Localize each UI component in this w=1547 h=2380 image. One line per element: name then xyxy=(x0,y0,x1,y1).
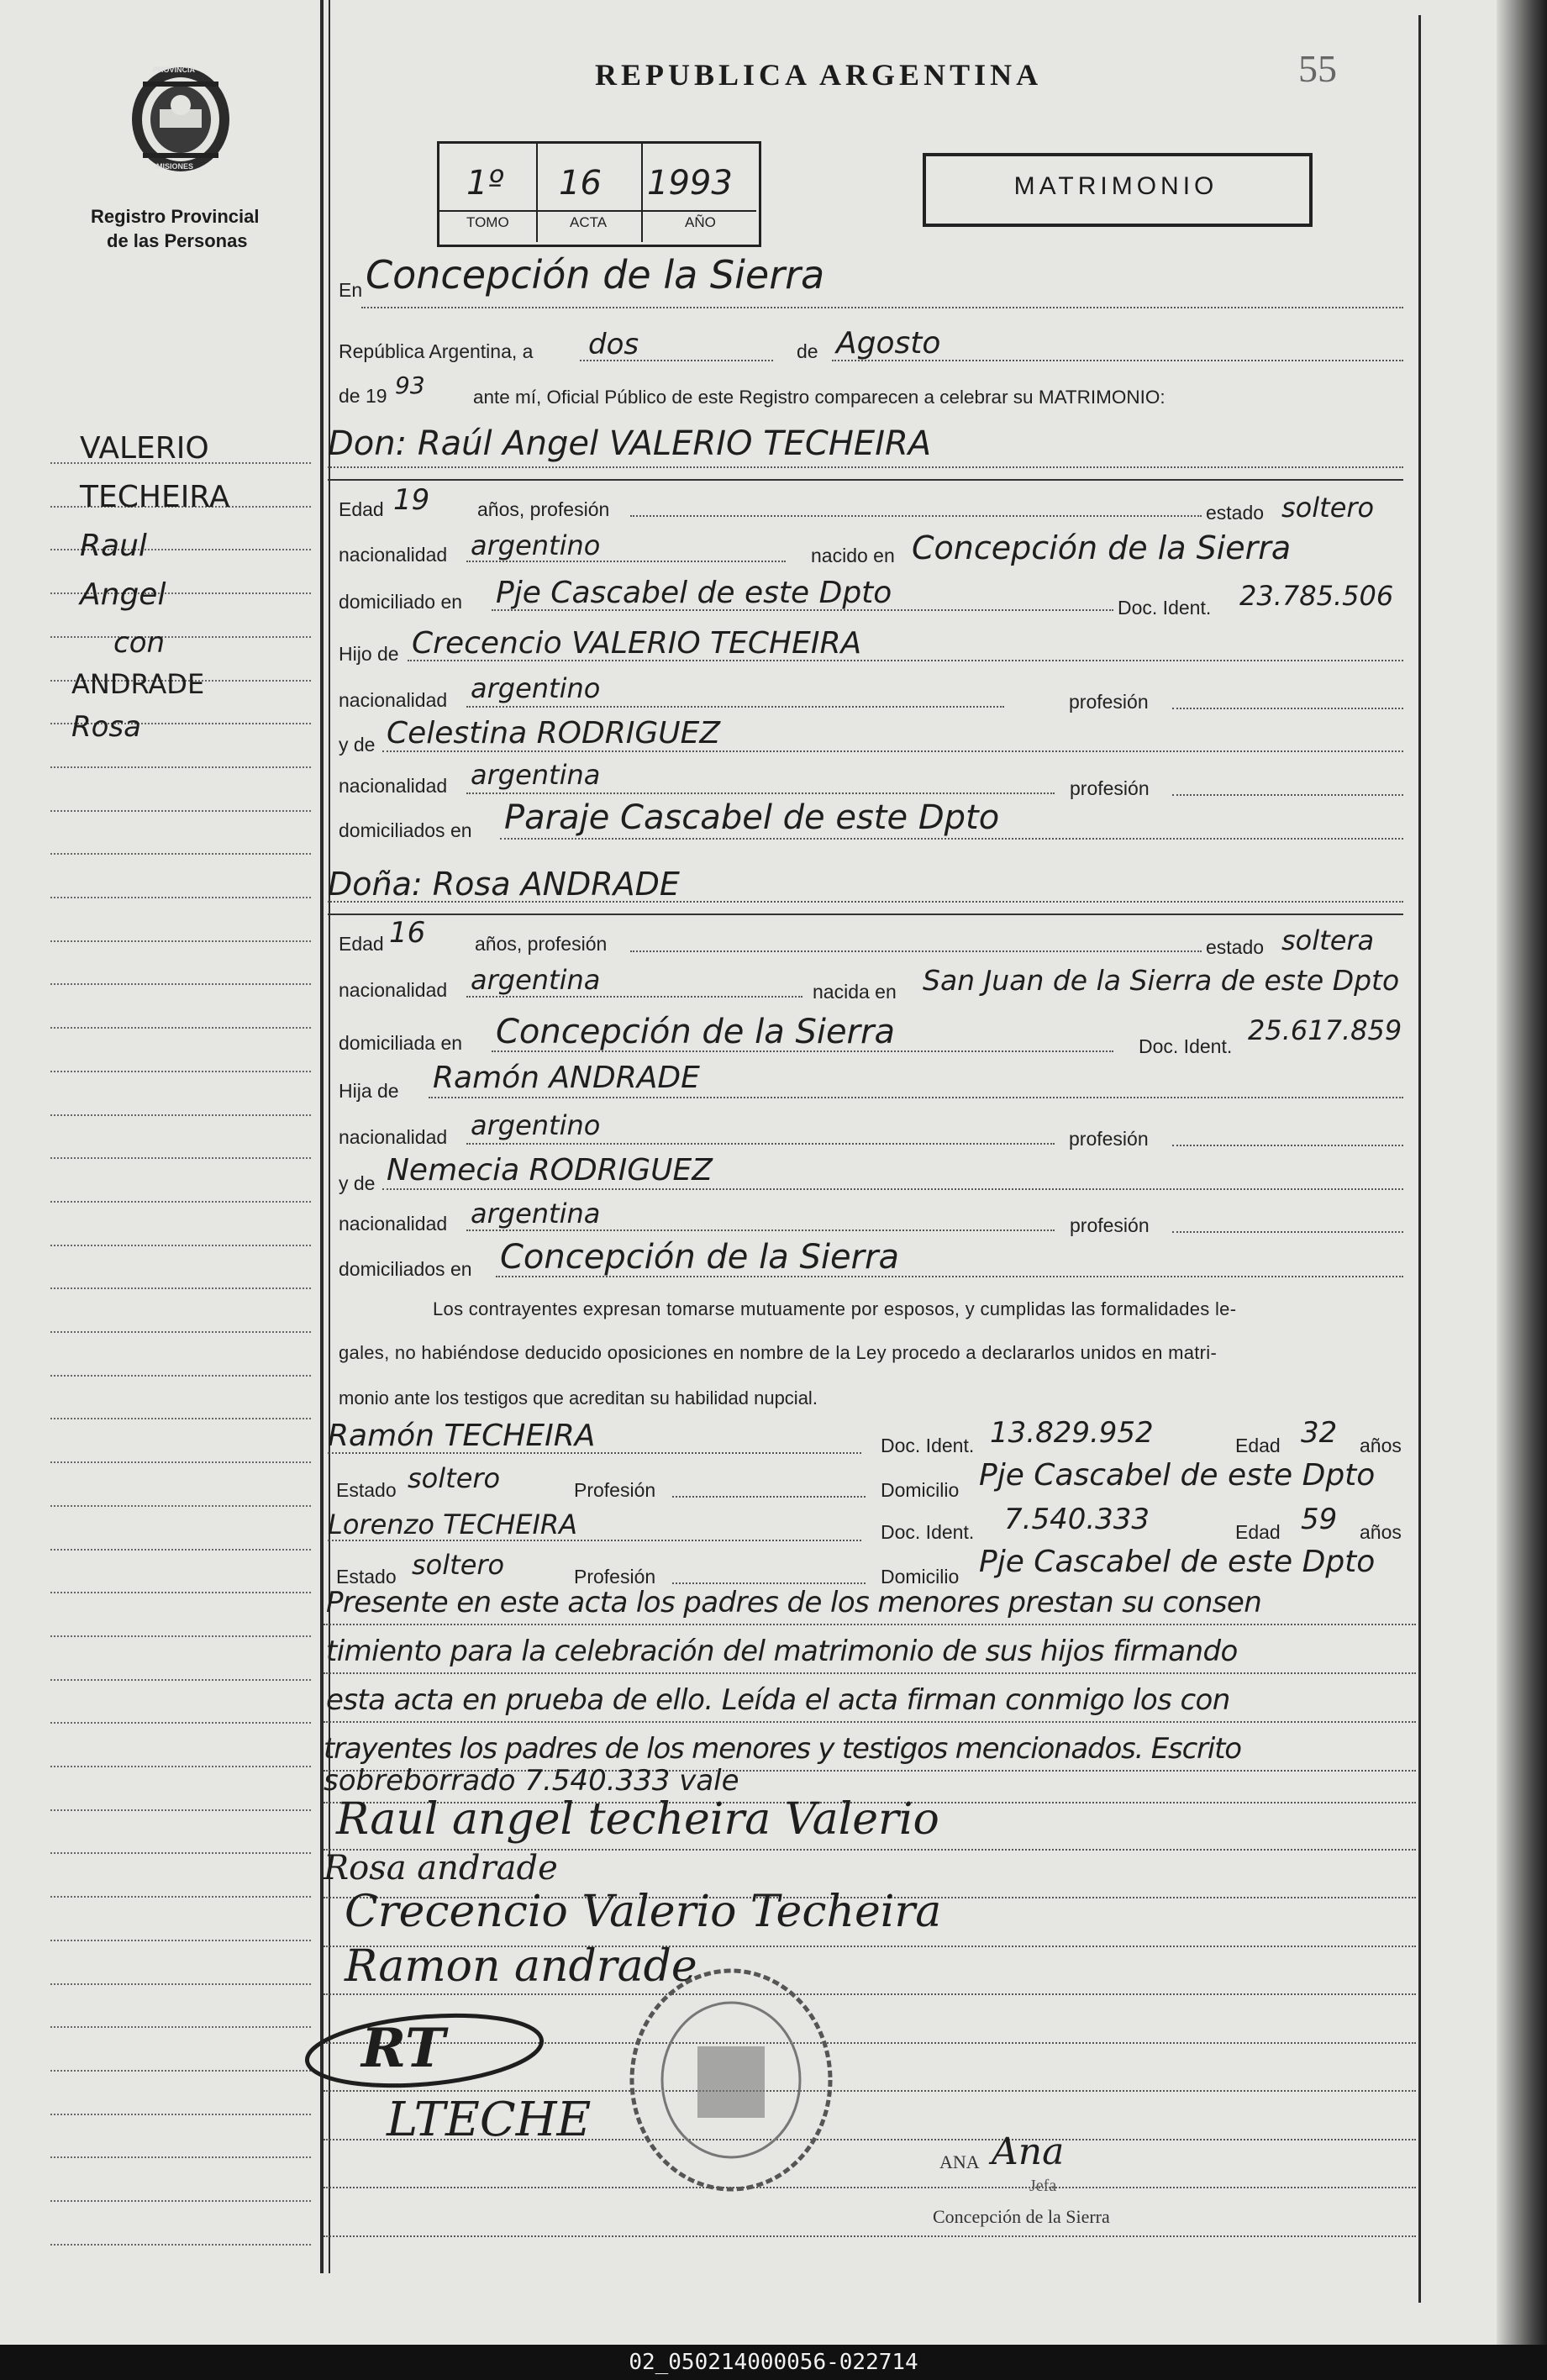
groom-edad: 19 xyxy=(393,483,430,517)
groom-father-nac-line xyxy=(466,706,1004,708)
margin-note: VALERIO xyxy=(80,431,209,466)
witness-edad-label: Edad xyxy=(1235,1521,1281,1543)
date-day: dos xyxy=(588,328,639,361)
witness-edad: 32 xyxy=(1301,1416,1338,1450)
margin-note: Rosa xyxy=(71,710,141,744)
groom-domicilio: Pje Cascabel de este Dpto xyxy=(496,576,892,610)
margin-rule-line xyxy=(50,1071,311,1072)
bride-father-nac-line xyxy=(466,1143,1055,1145)
signature-groom: Raul angel techeira Valerio xyxy=(336,1794,939,1845)
bride-dom-label: domiciliada en xyxy=(339,1032,463,1054)
bride-mother-nac-label: nacionalidad xyxy=(339,1213,448,1235)
margin-rule-line xyxy=(50,1245,311,1246)
witness-anos: años xyxy=(1360,1521,1402,1543)
bride-mother-prof-line xyxy=(1172,1231,1403,1233)
groom-mother-nac-line xyxy=(466,792,1055,794)
date-clause: ante mí, Oficial Público de este Registro comparecen a celebrar su MATRIMONIO: xyxy=(473,387,1166,408)
groom-nacionalidad: argentino xyxy=(471,529,601,561)
signature-rule xyxy=(324,1993,1416,1995)
margin-rule-line xyxy=(50,1635,311,1637)
registry-name-line2: de las Personas xyxy=(107,230,248,251)
witness-prof-line xyxy=(672,1496,866,1498)
margin-rule-line xyxy=(50,2026,311,2028)
official-title: Jefa xyxy=(1029,2177,1057,2195)
witness-prof-label: Profesión xyxy=(574,1566,656,1588)
bride-father-nac-label: nacionalidad xyxy=(339,1126,448,1148)
registry-name-line1: Registro Provincial xyxy=(91,206,260,227)
place-line xyxy=(361,307,1403,308)
witness-prof-label: Profesión xyxy=(574,1479,656,1501)
country-title: REPUBLICA ARGENTINA xyxy=(595,58,1043,92)
acta-label: ACTA xyxy=(570,214,608,230)
bride-father-line xyxy=(429,1097,1403,1098)
margin-rule-line xyxy=(50,853,311,855)
signature-rule xyxy=(324,2235,1416,2237)
margin-rule-line xyxy=(50,1852,311,1854)
section-rule xyxy=(328,479,1403,481)
bride-mother-label: y de xyxy=(339,1172,376,1194)
margin-rule-line xyxy=(50,1549,311,1551)
seal-top-text: PROVINCIA xyxy=(153,66,196,74)
bride-dom-line xyxy=(492,1050,1113,1052)
section-rule xyxy=(328,914,1403,915)
margin-rule-line xyxy=(50,1331,311,1333)
witness-domicilio: Pje Cascabel de este Dpto xyxy=(979,1458,1376,1493)
witness-edad-label: Edad xyxy=(1235,1435,1281,1456)
note-line: trayentes los padres de los menores y testigos mencionados. Escrito xyxy=(324,1732,1241,1766)
margin-rule-line xyxy=(50,1114,311,1116)
margin-rule-line xyxy=(50,2114,311,2115)
bride-mother-prof-label: profesión xyxy=(1070,1214,1150,1236)
bride-anos-prof: años, profesión xyxy=(475,933,608,955)
bride-name: Doña: Rosa ANDRADE xyxy=(328,866,680,903)
margin-rule-line xyxy=(50,1201,311,1203)
anio-value: 1993 xyxy=(647,164,733,203)
witness-anos: años xyxy=(1360,1435,1402,1456)
witness-estado-label: Estado xyxy=(336,1479,397,1501)
margin-note: Angel xyxy=(80,577,166,612)
margin-rule-line xyxy=(50,1766,311,1767)
groom-parents-dom-label: domiciliados en xyxy=(339,819,472,841)
margin-rule-line xyxy=(50,636,311,638)
note-rule xyxy=(324,1672,1416,1674)
acta-value: 16 xyxy=(559,164,602,203)
declaration-line: gales, no habiéndose deducido oposiciones en nombre de la Ley procedo a declararlos unidos en matri- xyxy=(339,1342,1218,1363)
margin-rule-line xyxy=(50,1418,311,1419)
margin-rule-line xyxy=(50,2156,311,2158)
bride-nacida-label: nacida en xyxy=(813,981,897,1003)
groom-name: Don: Raúl Angel VALERIO TECHEIRA xyxy=(328,424,932,463)
date-prefix: República Argentina, a xyxy=(339,340,534,362)
tomo-label: TOMO xyxy=(466,214,509,230)
groom-estado: soltero xyxy=(1281,492,1375,524)
bride-edad: 16 xyxy=(389,916,426,950)
groom-father-nac: argentino xyxy=(471,672,601,704)
bride-nacida-en: San Juan de la Sierra de este Dpto xyxy=(923,964,1400,997)
witness-doc-label: Doc. Ident. xyxy=(881,1435,975,1456)
groom-mother-line xyxy=(382,750,1403,752)
official-round-stamp xyxy=(622,1958,840,2202)
tomo-value: 1º xyxy=(466,164,504,203)
place-value: Concepción de la Sierra xyxy=(366,252,825,298)
bride-father-prof-line xyxy=(1172,1145,1403,1146)
note-rule xyxy=(324,1721,1416,1723)
witness-prof-line xyxy=(672,1582,866,1584)
bride-nacionalidad: argentina xyxy=(471,964,601,996)
official-place: Concepción de la Sierra xyxy=(933,2206,1110,2227)
signature-witness-1: RT xyxy=(361,2017,445,2080)
date-year-prefix: de 19 xyxy=(339,385,387,407)
note-line: timiento para la celebración del matrimonio de sus hijos firmando xyxy=(326,1635,1238,1668)
note-rule xyxy=(324,1624,1416,1625)
groom-father-label: Hijo de xyxy=(339,643,399,665)
witness-doc-label: Doc. Ident. xyxy=(881,1521,975,1543)
signature-bride-father: Ramon andrade xyxy=(345,1941,697,1992)
record-id-divider-2 xyxy=(641,143,643,242)
bride-parents-dom-line xyxy=(496,1276,1403,1277)
margin-rule xyxy=(320,0,324,2273)
groom-estado-label: estado xyxy=(1206,502,1265,524)
groom-name-line xyxy=(328,466,1403,468)
margin-note: con xyxy=(113,626,166,660)
groom-anos-prof: años, profesión xyxy=(477,498,610,520)
document-type-title: MATRIMONIO xyxy=(1013,172,1218,200)
margin-rule-line xyxy=(50,1027,311,1029)
witness-domicilio: Pje Cascabel de este Dpto xyxy=(979,1545,1376,1579)
signature-rule xyxy=(324,2187,1416,2188)
witness-doc: 7.540.333 xyxy=(1004,1503,1150,1536)
witness-estado: soltero xyxy=(412,1549,505,1581)
margin-note: Raul xyxy=(80,529,147,563)
margin-note: TECHEIRA xyxy=(80,480,230,514)
witness-dom-label: Domicilio xyxy=(881,1566,960,1588)
declaration-line: Los contrayentes expresan tomarse mutuamente por esposos, y cumplidas las formalidades le- xyxy=(433,1298,1237,1319)
groom-father: Crecencio VALERIO TECHEIRA xyxy=(412,626,862,661)
groom-mother-nac-label: nacionalidad xyxy=(339,775,448,797)
groom-nacido-en: Concepción de la Sierra xyxy=(912,529,1292,566)
signature-bride: Rosa andrade xyxy=(324,1849,558,1888)
margin-rule-line xyxy=(50,1157,311,1159)
bride-nac-line xyxy=(466,996,802,998)
place-prefix: En xyxy=(339,279,363,301)
groom-prof-line xyxy=(630,515,1202,517)
groom-nacido-label: nacido en xyxy=(811,545,895,566)
registry-seal-logo xyxy=(118,59,244,176)
date-month-line xyxy=(832,360,1403,361)
margin-rule-line xyxy=(50,1287,311,1289)
bride-edad-label: Edad xyxy=(339,933,384,955)
groom-father-line xyxy=(408,660,1403,661)
witness-estado: soltero xyxy=(408,1462,501,1494)
margin-rule-line xyxy=(50,1679,311,1681)
witness-estado-label: Estado xyxy=(336,1566,397,1588)
bride-doc-label: Doc. Ident. xyxy=(1139,1035,1233,1057)
date-de: de xyxy=(797,340,818,362)
margin-note: ANDRADE xyxy=(71,668,205,700)
margin-rule-line xyxy=(50,1505,311,1507)
margin-rule-line xyxy=(50,2070,311,2072)
groom-dom-label: domiciliado en xyxy=(339,591,463,613)
margin-rule-line xyxy=(50,1461,311,1463)
bride-mother-nac-line xyxy=(466,1229,1055,1231)
groom-father-prof-line xyxy=(1172,708,1403,709)
bride-domicilio: Concepción de la Sierra xyxy=(496,1013,895,1051)
margin-rule-line xyxy=(50,897,311,898)
page-number: 55 xyxy=(1298,47,1337,90)
groom-doc-label: Doc. Ident. xyxy=(1118,597,1212,619)
bride-mother-line xyxy=(382,1188,1403,1190)
official-signature: Ana xyxy=(992,2130,1065,2173)
anio-label: AÑO xyxy=(685,214,716,230)
bride-mother: Nemecia RODRIGUEZ xyxy=(387,1153,713,1187)
seal-bottom-text: MISIONES xyxy=(156,162,194,171)
groom-father-prof-label: profesión xyxy=(1069,691,1149,713)
bride-father: Ramón ANDRADE xyxy=(433,1061,700,1095)
bride-parents-dom-label: domiciliados en xyxy=(339,1258,472,1280)
groom-doc: 23.785.506 xyxy=(1239,580,1394,612)
record-id-rule xyxy=(439,210,756,212)
date-day-line xyxy=(580,360,773,361)
witness-dom-label: Domicilio xyxy=(881,1479,960,1501)
witness-name-line xyxy=(328,1452,861,1454)
bride-estado-label: estado xyxy=(1206,936,1265,958)
witness-name-line xyxy=(328,1540,861,1541)
bride-father-label: Hija de xyxy=(339,1080,399,1102)
margin-rule-line xyxy=(50,2200,311,2202)
record-id-divider-1 xyxy=(536,143,538,242)
margin-rule-line xyxy=(50,1896,311,1898)
groom-mother-nac: argentina xyxy=(471,759,601,791)
witness-doc: 13.829.952 xyxy=(990,1416,1154,1450)
margin-rule-line xyxy=(50,1809,311,1811)
groom-mother-label: y de xyxy=(339,734,376,756)
bride-prof-line xyxy=(630,950,1202,952)
groom-mother-prof-label: profesión xyxy=(1070,777,1150,799)
page-edge-shadow xyxy=(1497,0,1547,2345)
official-name: ANA xyxy=(939,2151,980,2172)
signature-groom-father: Crecencio Valerio Techeira xyxy=(345,1887,942,1937)
date-year-suffix: 93 xyxy=(395,371,425,399)
groom-mother-prof-line xyxy=(1172,794,1403,796)
witness-name: Lorenzo TECHEIRA xyxy=(328,1509,578,1540)
margin-rule-inner xyxy=(329,0,330,2273)
bride-father-prof-label: profesión xyxy=(1069,1128,1149,1150)
witness-edad: 59 xyxy=(1301,1503,1338,1536)
bride-father-nac: argentino xyxy=(471,1109,601,1141)
margin-rule-line xyxy=(50,1375,311,1377)
signature-witness-2: LTECHE xyxy=(387,2093,592,2147)
margin-rule-line xyxy=(50,1592,311,1593)
bride-mother-nac: argentina xyxy=(471,1198,601,1229)
note-line: sobreborrado 7.540.333 vale xyxy=(324,1764,739,1798)
bride-estado: soltera xyxy=(1281,924,1375,956)
margin-rule-line xyxy=(50,940,311,942)
right-border-rule xyxy=(1418,15,1421,2303)
margin-rule-line xyxy=(50,766,311,768)
groom-dom-line xyxy=(492,609,1113,611)
groom-parents-dom: Paraje Cascabel de este Dpto xyxy=(504,798,1000,837)
groom-nac-label: nacionalidad xyxy=(339,544,448,566)
groom-mother: Celestina RODRIGUEZ xyxy=(387,716,720,750)
bride-name-line xyxy=(328,901,1403,903)
margin-rule-line xyxy=(50,810,311,812)
date-month: Agosto xyxy=(836,326,941,361)
groom-edad-label: Edad xyxy=(339,498,384,520)
margin-rule-line xyxy=(50,1940,311,1941)
groom-father-nac-label: nacionalidad xyxy=(339,689,448,711)
margin-rule-line xyxy=(50,1722,311,1724)
groom-nac-line xyxy=(466,561,786,562)
margin-rule-line xyxy=(50,983,311,985)
witness-name: Ramón TECHEIRA xyxy=(328,1419,596,1453)
image-identifier-footer: 02_050214000056-022714 xyxy=(0,2345,1547,2380)
bride-nac-label: nacionalidad xyxy=(339,979,448,1001)
margin-rule-line xyxy=(50,1983,311,1985)
declaration-line: monio ante los testigos que acreditan su habilidad nupcial. xyxy=(339,1387,818,1409)
bride-parents-dom: Concepción de la Sierra xyxy=(500,1238,899,1277)
bride-doc: 25.617.859 xyxy=(1248,1014,1402,1046)
note-line: Presente en este acta los padres de los menores prestan su consen xyxy=(326,1586,1262,1619)
note-line: esta acta en prueba de ello. Leída el acta firman conmigo los con xyxy=(326,1683,1230,1717)
margin-rule-line xyxy=(50,2244,311,2246)
groom-parents-dom-line xyxy=(500,838,1403,840)
